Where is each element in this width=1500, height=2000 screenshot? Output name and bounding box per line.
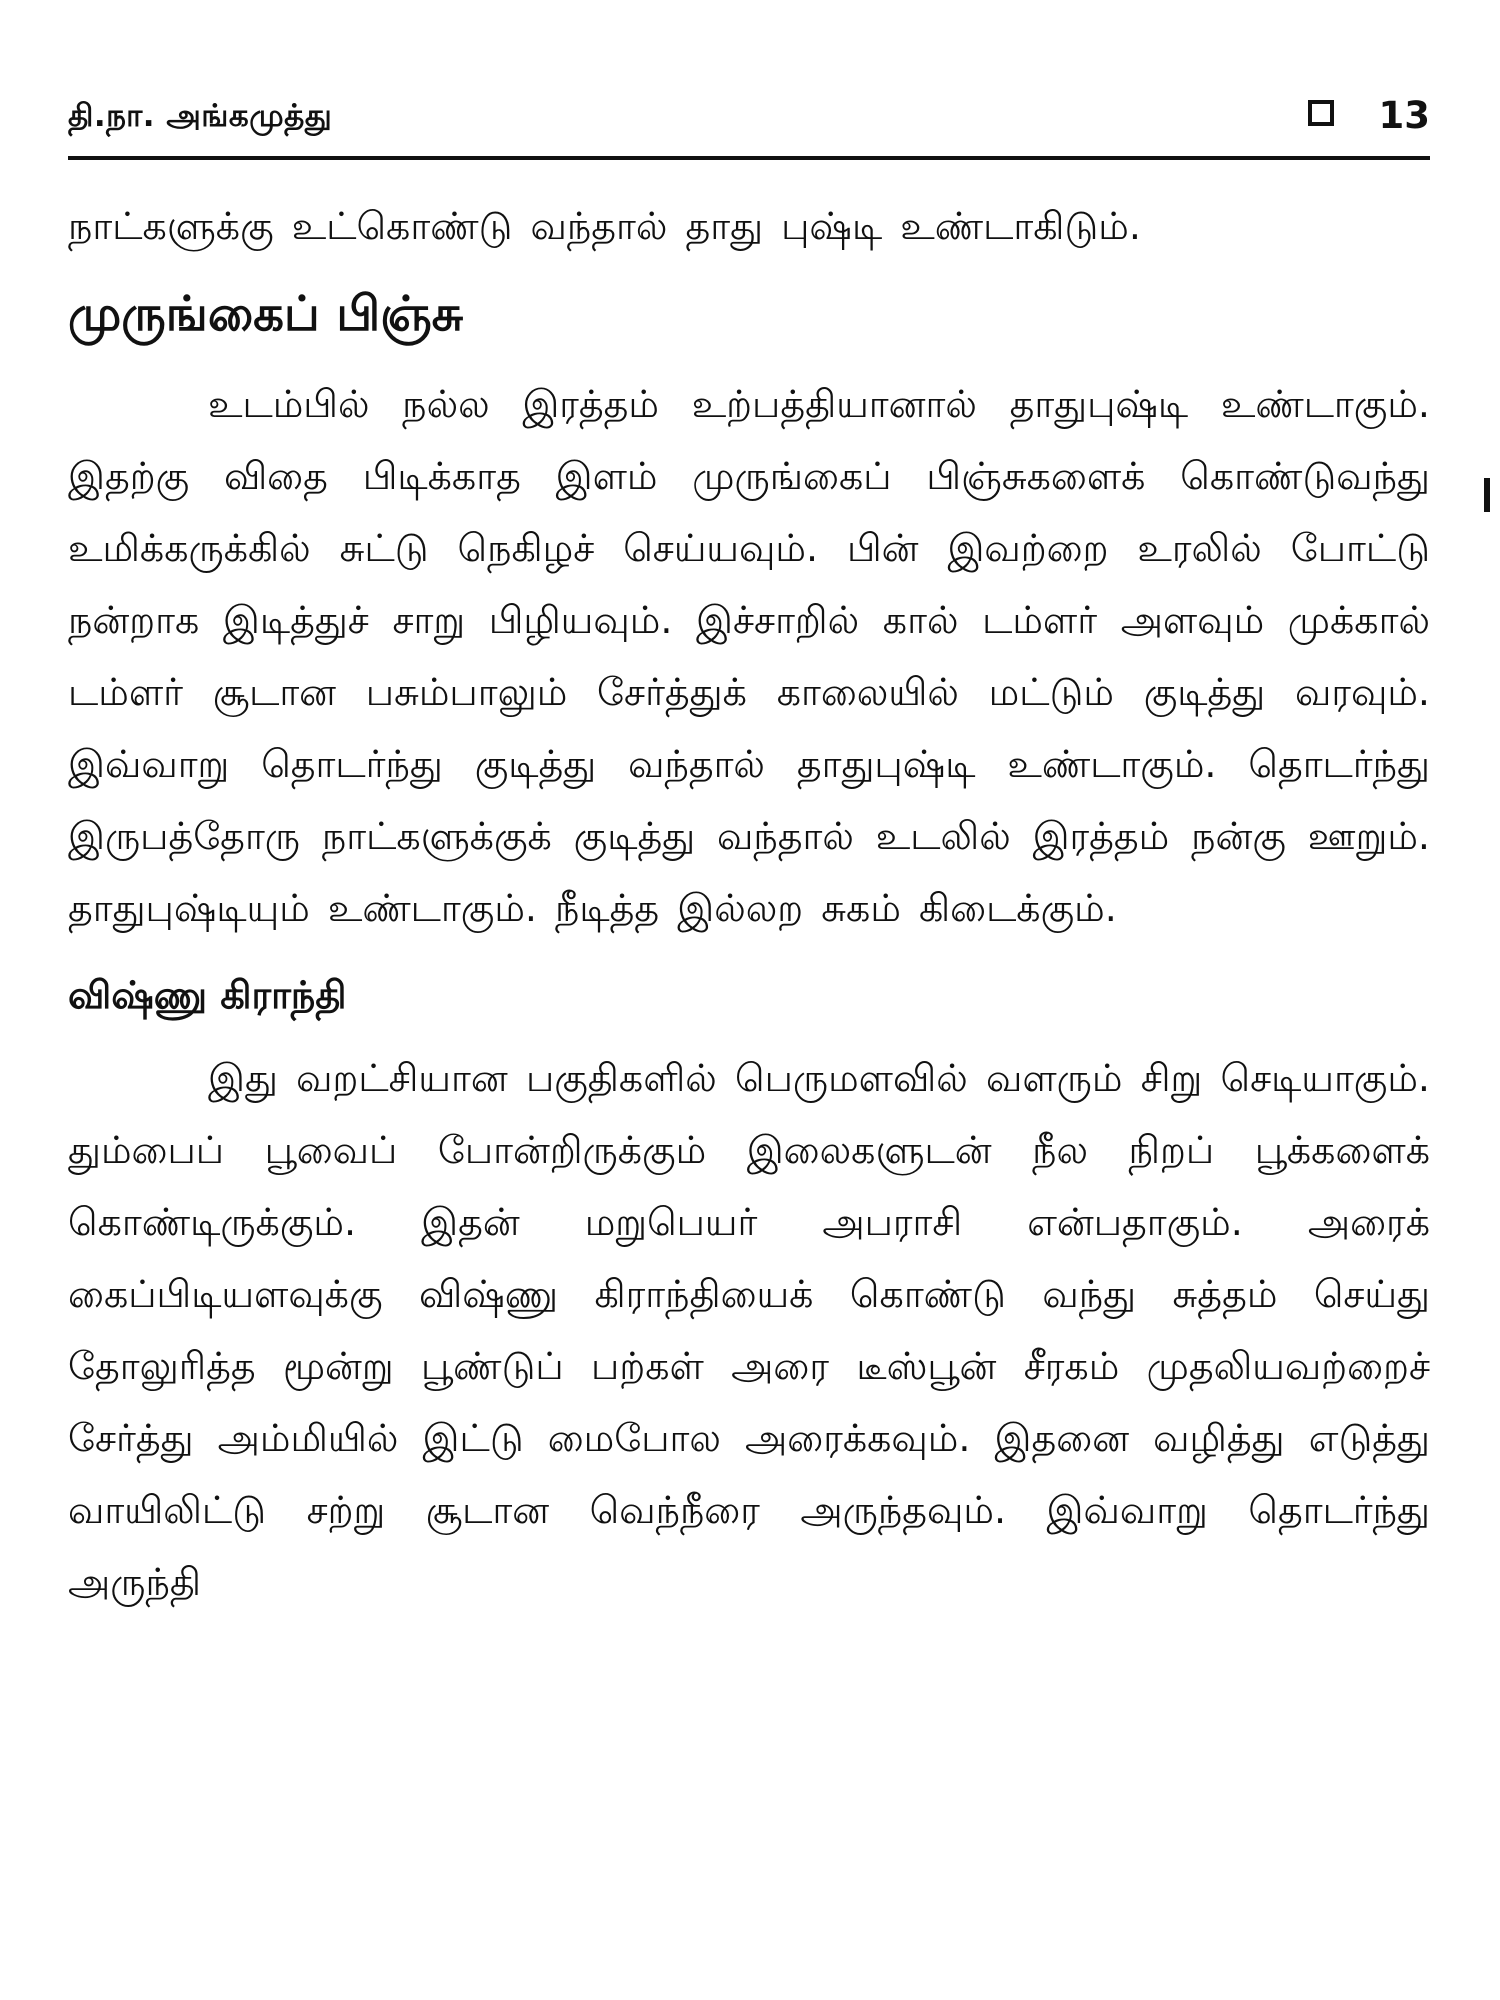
page-header bbox=[68, 94, 1430, 154]
page-body bbox=[68, 190, 1430, 1618]
header-divider bbox=[68, 156, 1430, 160]
square-ornament-icon bbox=[1308, 100, 1334, 126]
section-heading-vishnu-kiranthi: விஷ்ணு கிராந்தி bbox=[68, 973, 347, 1017]
section-heading-murungai: முருங்கைப் பிஞ்சு bbox=[68, 286, 464, 342]
paragraph-continued: நாட்களுக்கு உட்கொண்டு வந்தால் தாது புஷ்டி உண்டாகிடும். bbox=[68, 204, 1141, 248]
margin-mark bbox=[1484, 478, 1490, 512]
paragraph-vishnu-kiranthi: இது வறட்சியான பகுதிகளில் பெருமளவில் வளரும் சிறு செடியாகும். தும்பைப் பூவைப் போன்றிருக்கும் இலைகளுடன் நீல நிறப் பூக்களைக் கொண்டிருக்கும். இதன் மறுபெயர் அபராசி என்பதாகும். அரைக் கைப்பிடியளவுக்கு விஷ்ணு கிராந்தியைக் கொண்டு வந்து சுத்தம் செய்து தோலுரித்த மூன்று பூண்டுப் பற்கள் அரை டீஸ்பூன் சீரகம் முதலியவற்றைச் சேர்த்து அம்மியில் இட்டு மைபோல அரைக்கவும். இதனை வழித்து எடுத்து வாயிலிட்டு சற்று சூடான வெந்நீரை அருந்தவும். இவ்வாறு தொடர்ந்து அருந்தி bbox=[68, 1056, 1430, 1604]
page-number: 13 bbox=[1378, 94, 1430, 137]
paragraph-murungai: உடம்பில் நல்ல இரத்தம் உற்பத்தியானால் தாதுபுஷ்டி உண்டாகும். இதற்கு விதை பிடிக்காத இளம் முருங்கைப் பிஞ்சுகளைக் கொண்டுவந்து உமிக்கருக்கில் சுட்டு நெகிழச் செய்யவும். பின் இவற்றை உரலில் போட்டு நன்றாக இடித்துச் சாறு பிழியவும். இச்சாறில் கால் டம்ளர் அளவும் முக்கால் டம்ளர் சூடான பசும்பாலும் சேர்த்துக் காலையில் மட்டும் குடித்து வரவும். இவ்வாறு தொடர்ந்து குடித்து வந்தால் தாதுபுஷ்டி உண்டாகும். தொடர்ந்து இருபத்தோரு நாட்களுக்குக் குடித்து வந்தால் உடலில் இரத்தம் நன்கு ஊறும். தாதுபுஷ்டியும் உண்டாகும். நீடித்த இல்லற சுகம் கிடைக்கும். bbox=[68, 382, 1430, 930]
running-head-author: தி.நா. அங்கமுத்து bbox=[68, 98, 333, 134]
